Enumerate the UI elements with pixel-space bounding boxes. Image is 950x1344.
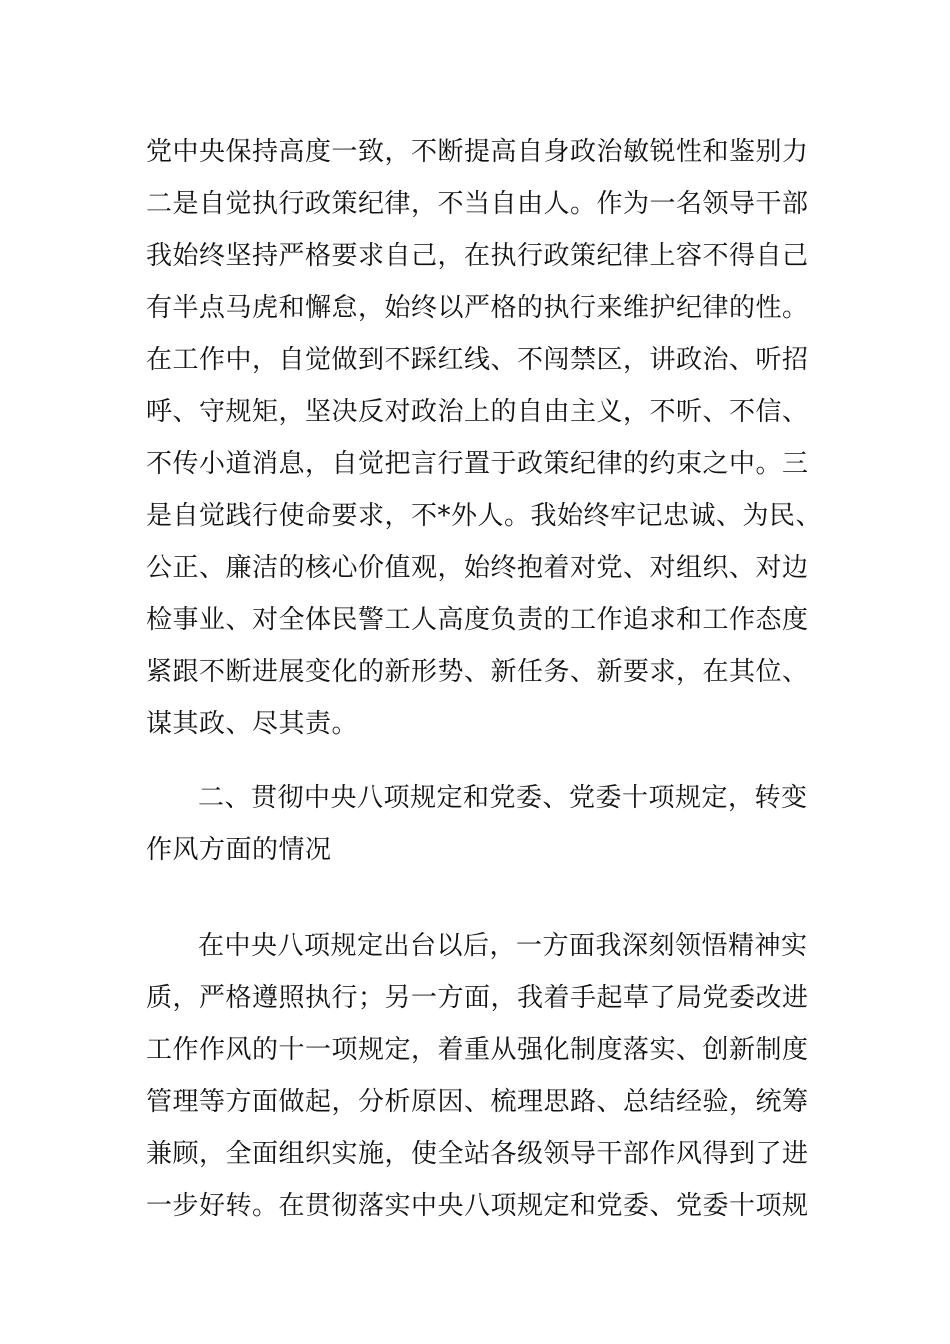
heading-line: 二、贯彻中央八项规定和党委、党委十项规定，转变 (198, 783, 808, 813)
paragraph-line: 党中央保持高度一致，不断提高自身政治敏锐性和鉴别力 (146, 137, 809, 167)
paragraph-line: 不传小道消息，自觉把言行置于政策纪律的约束之中。三 (146, 449, 809, 479)
paragraph-line: 是自觉践行使命要求，不*外人。我始终牢记忠诚、为民、 (146, 501, 823, 531)
paragraph-line: 在工作中，自觉做到不踩红线、不闯禁区，讲政治、听招 (146, 345, 809, 375)
section-heading-two (146, 772, 816, 876)
paragraph-line: 呼、守规矩，坚决反对政治上的自由主义，不听、不信、 (146, 397, 809, 427)
heading-line: 作风方面的情况 (146, 835, 332, 865)
paragraph-eight-rules (146, 920, 816, 1232)
paragraph-line: 检事业、对全体民警工人高度负责的工作追求和工作态度 (146, 605, 809, 635)
paragraph-line: 二是自觉执行政策纪律，不当自由人。作为一名领导干部 (146, 189, 809, 219)
paragraph-line: 有半点马虎和懈怠，始终以严格的执行来维护纪律的性。 (146, 293, 809, 323)
paragraph-line: 紧跟不断进展变化的新形势、新任务、新要求，在其位、 (146, 657, 809, 687)
paragraph-line: 我始终坚持严格要求自己，在执行政策纪律上容不得自己 (146, 241, 809, 271)
paragraph-line: 管理等方面做起，分析原因、梳理思路、总结经验，统筹 (146, 1087, 809, 1117)
paragraph-line: 谋其政、尽其责。 (146, 709, 359, 739)
paragraph-party-discipline (146, 126, 823, 750)
paragraph-line: 在中央八项规定出台以后，一方面我深刻领悟精神实 (198, 931, 808, 961)
paragraph-line: 工作作风的十一项规定，着重从强化制度落实、创新制度 (146, 1035, 809, 1065)
paragraph-line: 一步好转。在贯彻落实中央八项规定和党委、党委十项规 (146, 1191, 809, 1221)
paragraph-line: 公正、廉洁的核心价值观，始终抱着对党、对组织、对边 (146, 553, 809, 583)
paragraph-line: 质，严格遵照执行；另一方面，我着手起草了局党委改进 (146, 983, 809, 1013)
paragraph-line: 兼顾，全面组织实施，使全站各级领导干部作风得到了进 (146, 1139, 809, 1169)
